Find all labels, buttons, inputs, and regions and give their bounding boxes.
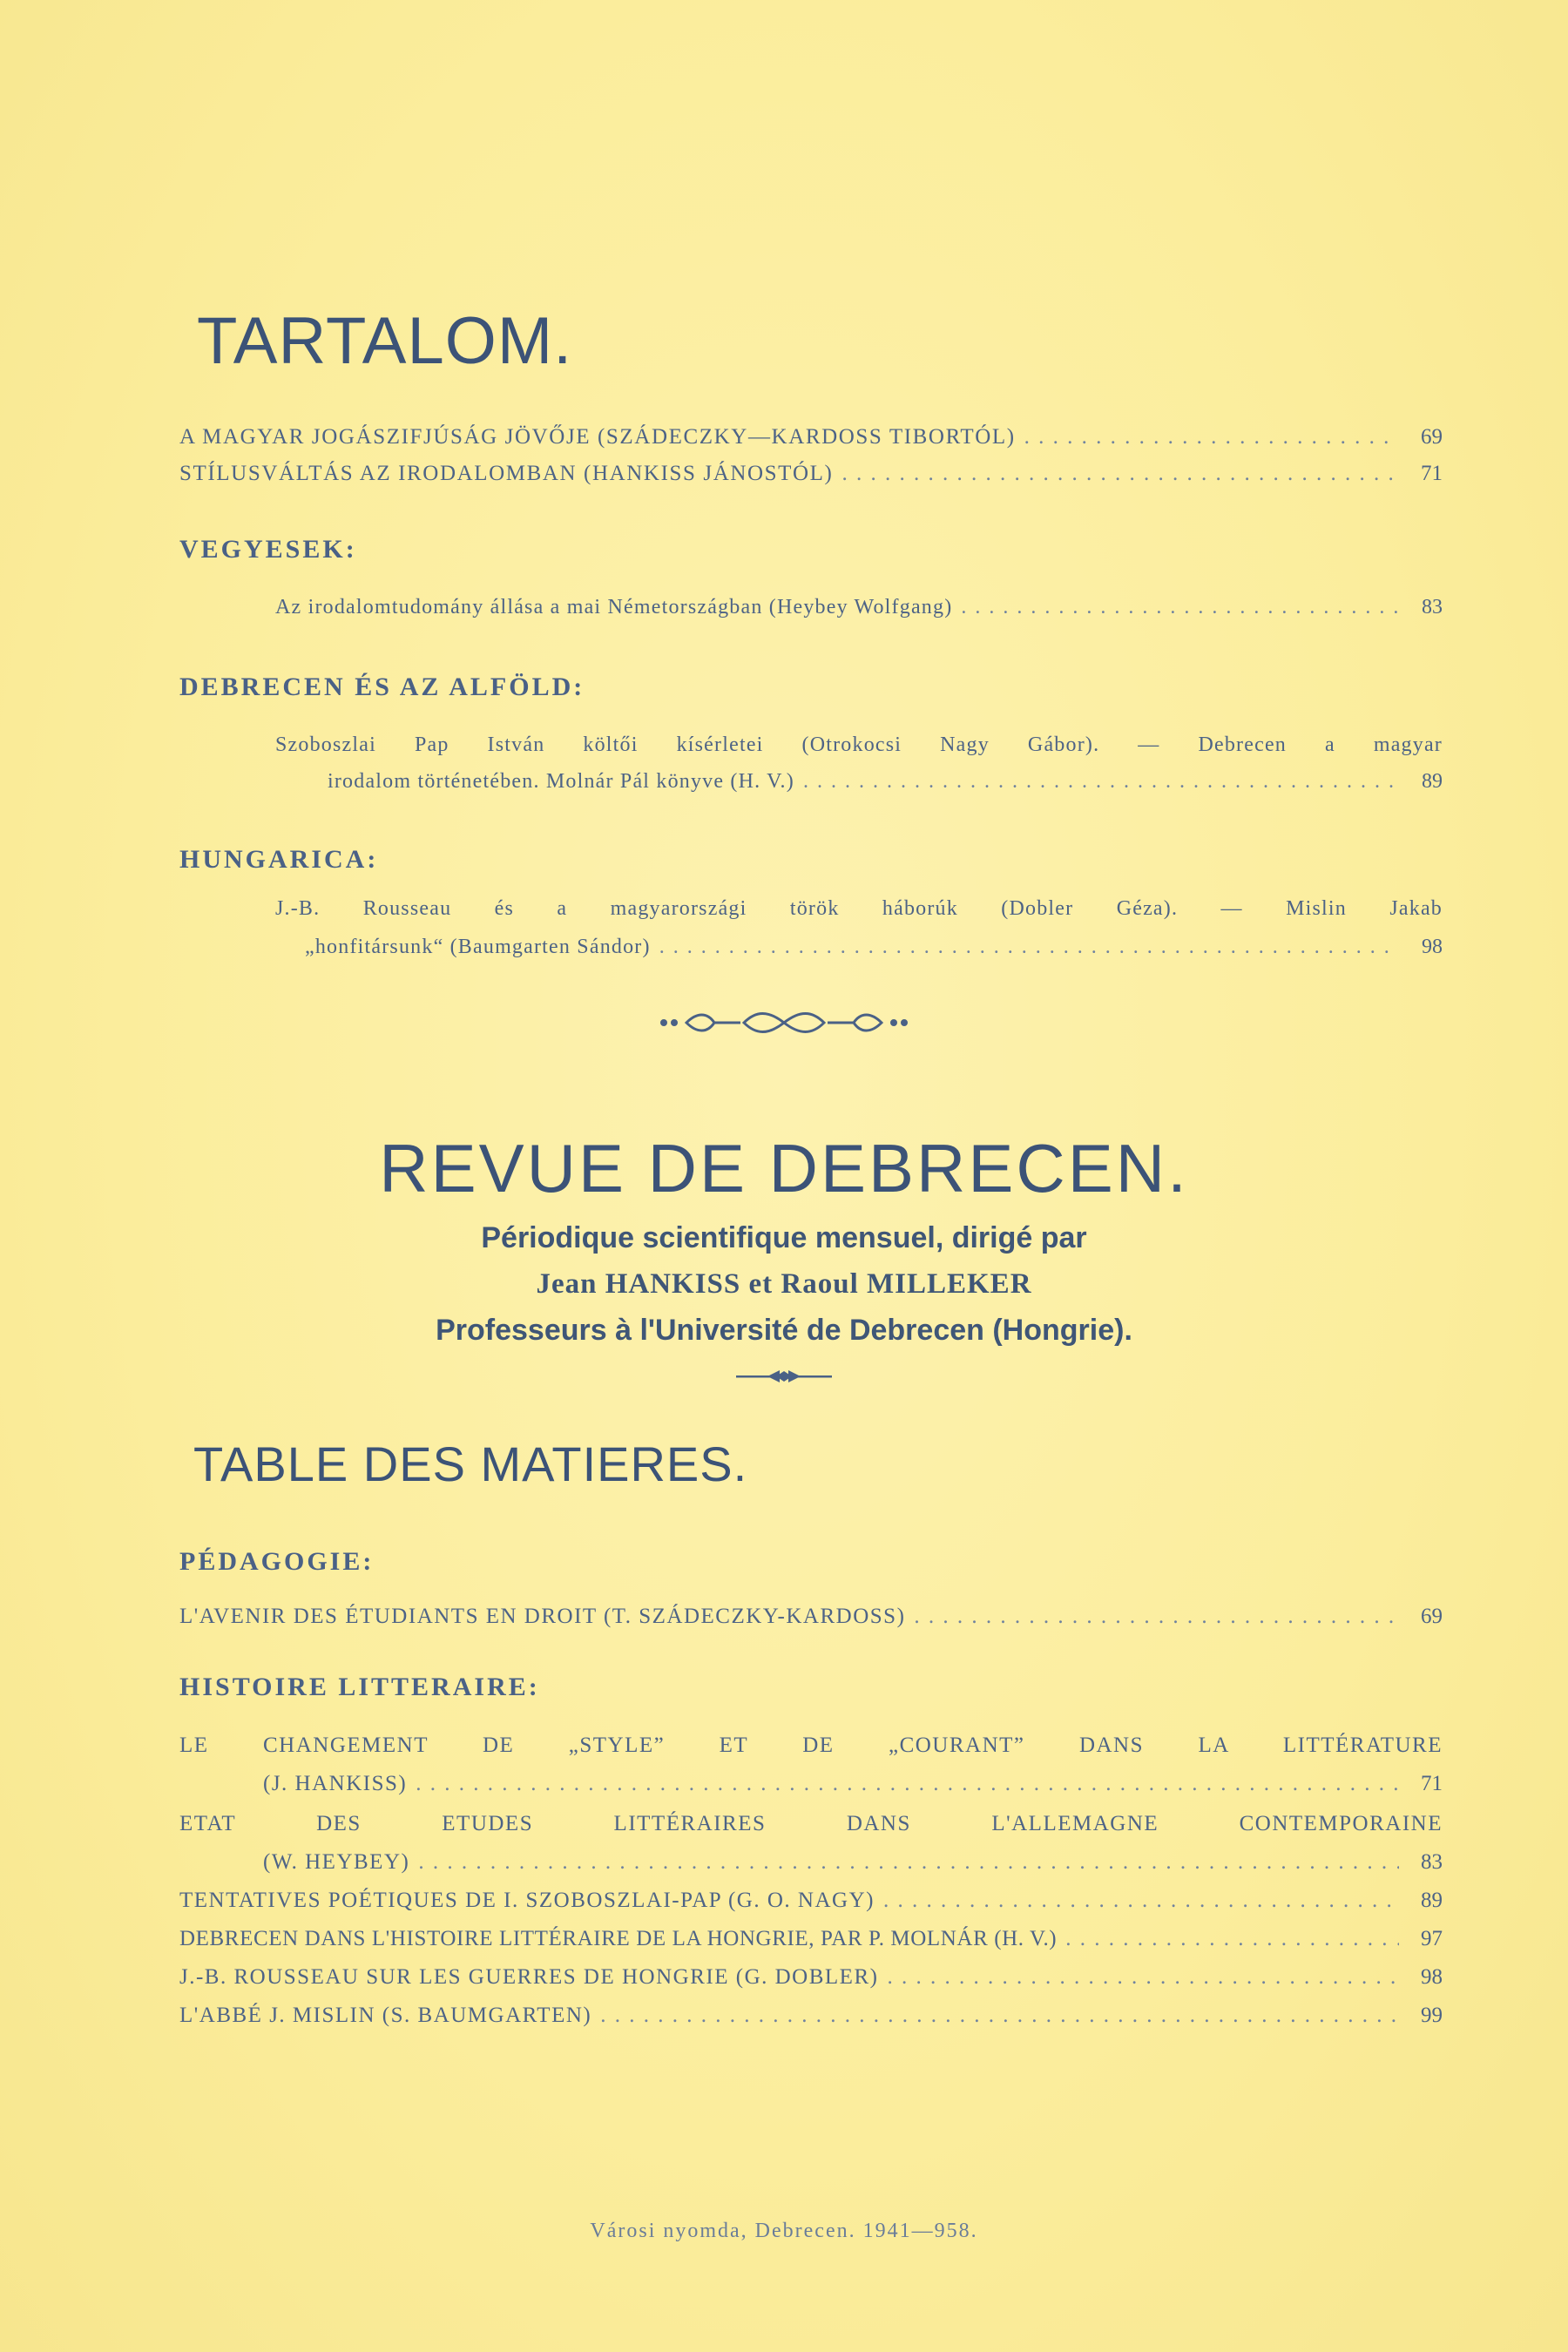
dot-leader — [659, 936, 1399, 959]
dot-leader — [914, 1605, 1399, 1629]
section-heading: PÉDAGOGIE: — [179, 1547, 375, 1576]
toc-entry-page: 69 — [1421, 425, 1443, 449]
toc-entry — [275, 596, 1443, 619]
revue-title: REVUE DE DEBRECEN. — [379, 1130, 1189, 1206]
toc-entry-text: STÍLUSVÁLTÁS AZ IRODALOMBAN (HANKISS JÁNOSTÓL) — [179, 462, 834, 485]
dot-leader — [1065, 1927, 1399, 1951]
toc-entry — [263, 1772, 1443, 1796]
toc-entry — [179, 1605, 1443, 1629]
dot-leader — [841, 462, 1399, 486]
toc-entry-text: Az irodalomtudomány állása a mai Németországban (Heybey Wolfgang) — [275, 596, 953, 618]
printer-footer: Városi nyomda, Debrecen. 1941—958. — [590, 2220, 978, 2242]
toc-entry — [263, 1850, 1443, 1875]
toc-entry-page: 69 — [1421, 1605, 1443, 1628]
ornament-divider — [0, 1005, 1568, 1040]
dot-leader — [961, 596, 1399, 619]
revue-editors: Jean HANKISS et Raoul MILLEKER — [536, 1268, 1032, 1300]
dot-leader — [803, 770, 1399, 794]
table-title: TABLE DES MATIERES. — [193, 1436, 748, 1491]
toc-entry — [179, 1889, 1443, 1913]
toc-entry-line: J.-B. Rousseau és a magyarországi török háborúk (Dobler Géza). — Mislin Jakab — [275, 897, 1443, 920]
dot-leader — [416, 1772, 1399, 1796]
toc-entry-text: L'ABBÉ J. MISLIN (S. BAUMGARTEN) — [179, 2004, 592, 2027]
toc-entry-page: 71 — [1421, 1772, 1443, 1795]
toc-entry-line: LE CHANGEMENT DE „STYLE” ET DE „COURANT” DANS LA LITTÉRATURE — [179, 1734, 1443, 1757]
toc-entry-page: 98 — [1422, 936, 1443, 958]
toc-entry — [179, 1965, 1443, 1990]
toc-entry-page: 97 — [1421, 1927, 1443, 1950]
toc-entry — [179, 462, 1443, 486]
toc-entry — [328, 770, 1443, 794]
toc-entry-text: A MAGYAR JOGÁSZIFJÚSÁG JÖVŐJE (SZÁDECZKY—KARDOSS TIBORTÓL) — [179, 425, 1016, 449]
toc-entry-page: 83 — [1422, 596, 1443, 618]
toc-entry-text: TENTATIVES POÉTIQUES DE I. SZOBOSZLAI-PAP (G. O. NAGY) — [179, 1889, 875, 1912]
ornament-icon — [653, 1005, 915, 1040]
section-heading: HUNGARICA: — [179, 845, 379, 874]
toc-entry-page: 83 — [1421, 1850, 1443, 1874]
toc-entry — [179, 2004, 1443, 2028]
toc-entry-text: (J. HANKISS) — [263, 1772, 408, 1795]
dot-leader — [883, 1889, 1399, 1913]
toc-entry-text: irodalom történetében. Molnár Pál könyve (H. V.) — [328, 770, 794, 793]
arrow-ornament-icon — [736, 1368, 832, 1385]
tartalom-title: TARTALOM. — [197, 304, 573, 378]
toc-entry — [179, 425, 1443, 449]
toc-entry-line: Szoboszlai Pap István költői kísérletei (Otrokocsi Nagy Gábor). — Debrecen a magyar — [275, 733, 1443, 756]
toc-entry-text: L'AVENIR DES ÉTUDIANTS EN DROIT (T. SZÁDECZKY-KARDOSS) — [179, 1605, 906, 1628]
toc-entry-page: 99 — [1421, 2004, 1443, 2027]
toc-entry-page: 89 — [1421, 1889, 1443, 1912]
dot-leader — [1024, 425, 1399, 449]
toc-entry — [305, 936, 1443, 959]
toc-entry-page: 89 — [1422, 770, 1443, 793]
section-heading: HISTOIRE LITTERAIRE: — [179, 1673, 540, 1701]
toc-entry-text: „honfitársunk“ (Baumgarten Sándor) — [305, 936, 651, 958]
toc-entry — [179, 1927, 1443, 1951]
revue-subtitle: Périodique scientifique mensuel, dirigé par — [481, 1221, 1087, 1254]
toc-entry-text: J.-B. ROUSSEAU SUR LES GUERRES DE HONGRIE (G. DOBLER) — [179, 1965, 879, 1989]
section-heading: DEBRECEN ÉS AZ ALFÖLD: — [179, 672, 585, 701]
section-heading: VEGYESEK: — [179, 535, 357, 564]
toc-entry-page: 98 — [1421, 1965, 1443, 1989]
dot-leader — [418, 1850, 1399, 1875]
toc-entry-page: 71 — [1421, 462, 1443, 485]
toc-entry-text: DEBRECEN DANS L'HISTOIRE LITTÉRAIRE DE LA HONGRIE, PAR P. MOLNÁR (H. V.) — [179, 1927, 1058, 1950]
toc-entry-text: (W. HEYBEY) — [263, 1850, 410, 1874]
revue-affiliation: Professeurs à l'Université de Debrecen (Hongrie). — [436, 1314, 1132, 1347]
small-ornament — [0, 1368, 1568, 1385]
toc-entry-line: ETAT DES ETUDES LITTÉRAIRES DANS L'ALLEMAGNE CONTEMPORAINE — [179, 1812, 1443, 1835]
dot-leader — [600, 2004, 1399, 2028]
dot-leader — [887, 1965, 1399, 1990]
